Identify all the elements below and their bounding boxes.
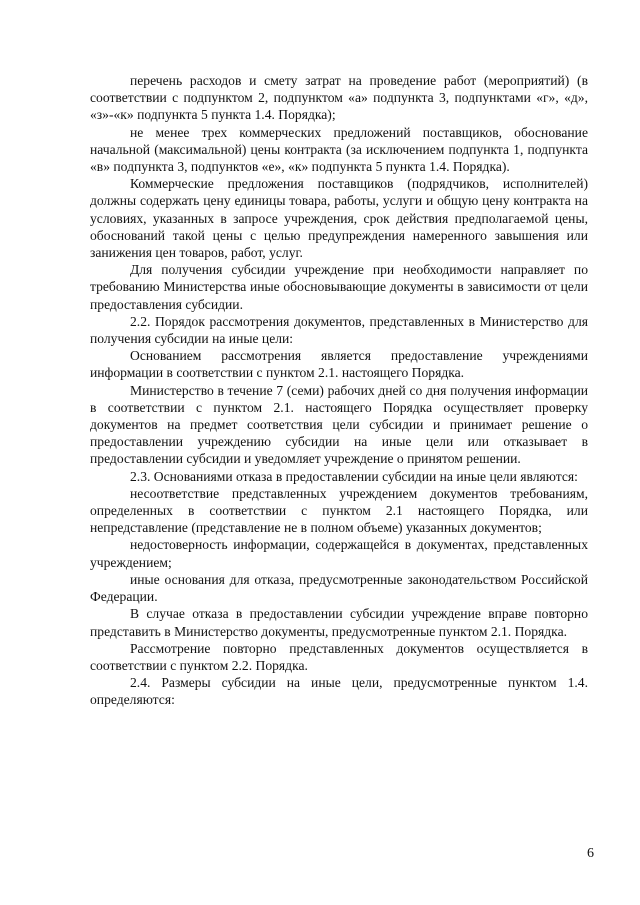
document-body	[90, 72, 588, 709]
paragraph-commercial-offers-content: Коммерческие предложения поставщиков (подрядчиков, исполнителей) должны содержать цену единицы товара, работы, услуги и общую цену контракта на условиях, указанных в запросе учреждения, срок действия предполагаемой цены, обоснований такой цены с целью предупреждения намеренного завышения или занижения цен товаров, работ, услуг.	[90, 176, 588, 261]
paragraph-section-2-4: 2.4. Размеры субсидии на иные цели, предусмотренные пунктом 1.4. определяются:	[90, 675, 588, 708]
paragraph-resubmission: В случае отказа в предоставлении субсидии учреждение вправе повторно представить в Министерство документы, предусмотренные пунктом 2.1. Порядка.	[90, 606, 588, 639]
paragraph-refusal-noncompliance: несоответствие представленных учреждением документов требованиям, определенных в соответствии с пунктом 2.1 настоящего Порядка, или непредставление (представление не в полном объеме) указанных документов;	[90, 485, 588, 536]
paragraph-additional-documents: Для получения субсидии учреждение при необходимости направляет по требованию Министерства иные обосновывающие документы в зависимости от цели предоставления субсидии.	[90, 262, 588, 312]
paragraph-refusal-inaccuracy: недостоверность информации, содержащейся в документах, представленных учреждением;	[90, 537, 588, 570]
paragraph-section-2-3: 2.3. Основаниями отказа в предоставлении субсидии на иные цели являются:	[130, 468, 578, 484]
paragraph-refusal-other: иные основания для отказа, предусмотренные законодательством Российской Федерации.	[90, 571, 588, 605]
paragraph-commercial-offers-count: не менее трех коммерческих предложений поставщиков, обоснование начальной (максимальной) цены контракта (за исключением подпункта 1, подпункта «в» подпункта 3, подпунктов «е», «к» подпункта 5 пункта 1.4. Порядка).	[90, 124, 588, 175]
paragraph-expense-list: перечень расходов и смету затрат на проведение работ (мероприятий) (в соответствии с подпунктом 2, подпунктом «а» подпункта 3, подпунктами «г», «д», «з»-«к» подпункта 5 пункта 1.4. Порядка);	[90, 73, 588, 123]
paragraph-section-2-2: 2.2. Порядок рассмотрения документов, представленных в Министерство для получения субсидии на иные цели:	[90, 313, 588, 347]
page-number: 6	[587, 846, 594, 861]
paragraph-ministry-review: Министерство в течение 7 (семи) рабочих дней со дня получения информации в соответствии с пунктом 2.1. настоящего Порядка осуществляет проверку документов на предмет соответствия цели субсидии и принимает решение о предоставлении учреждению субсидии на иные цели или отказывает в предоставлении субсидии и уведомляет учреждение о принятом решении.	[90, 382, 588, 467]
paragraph-review-basis: Основанием рассмотрения является предоставление учреждениями информации в соответствии с пунктом 2.1. настоящего Порядка.	[90, 348, 588, 381]
paragraph-resubmission-review: Рассмотрение повторно представленных документов осуществляется в соответствии с пунктом 2.2. Порядка.	[90, 640, 588, 673]
